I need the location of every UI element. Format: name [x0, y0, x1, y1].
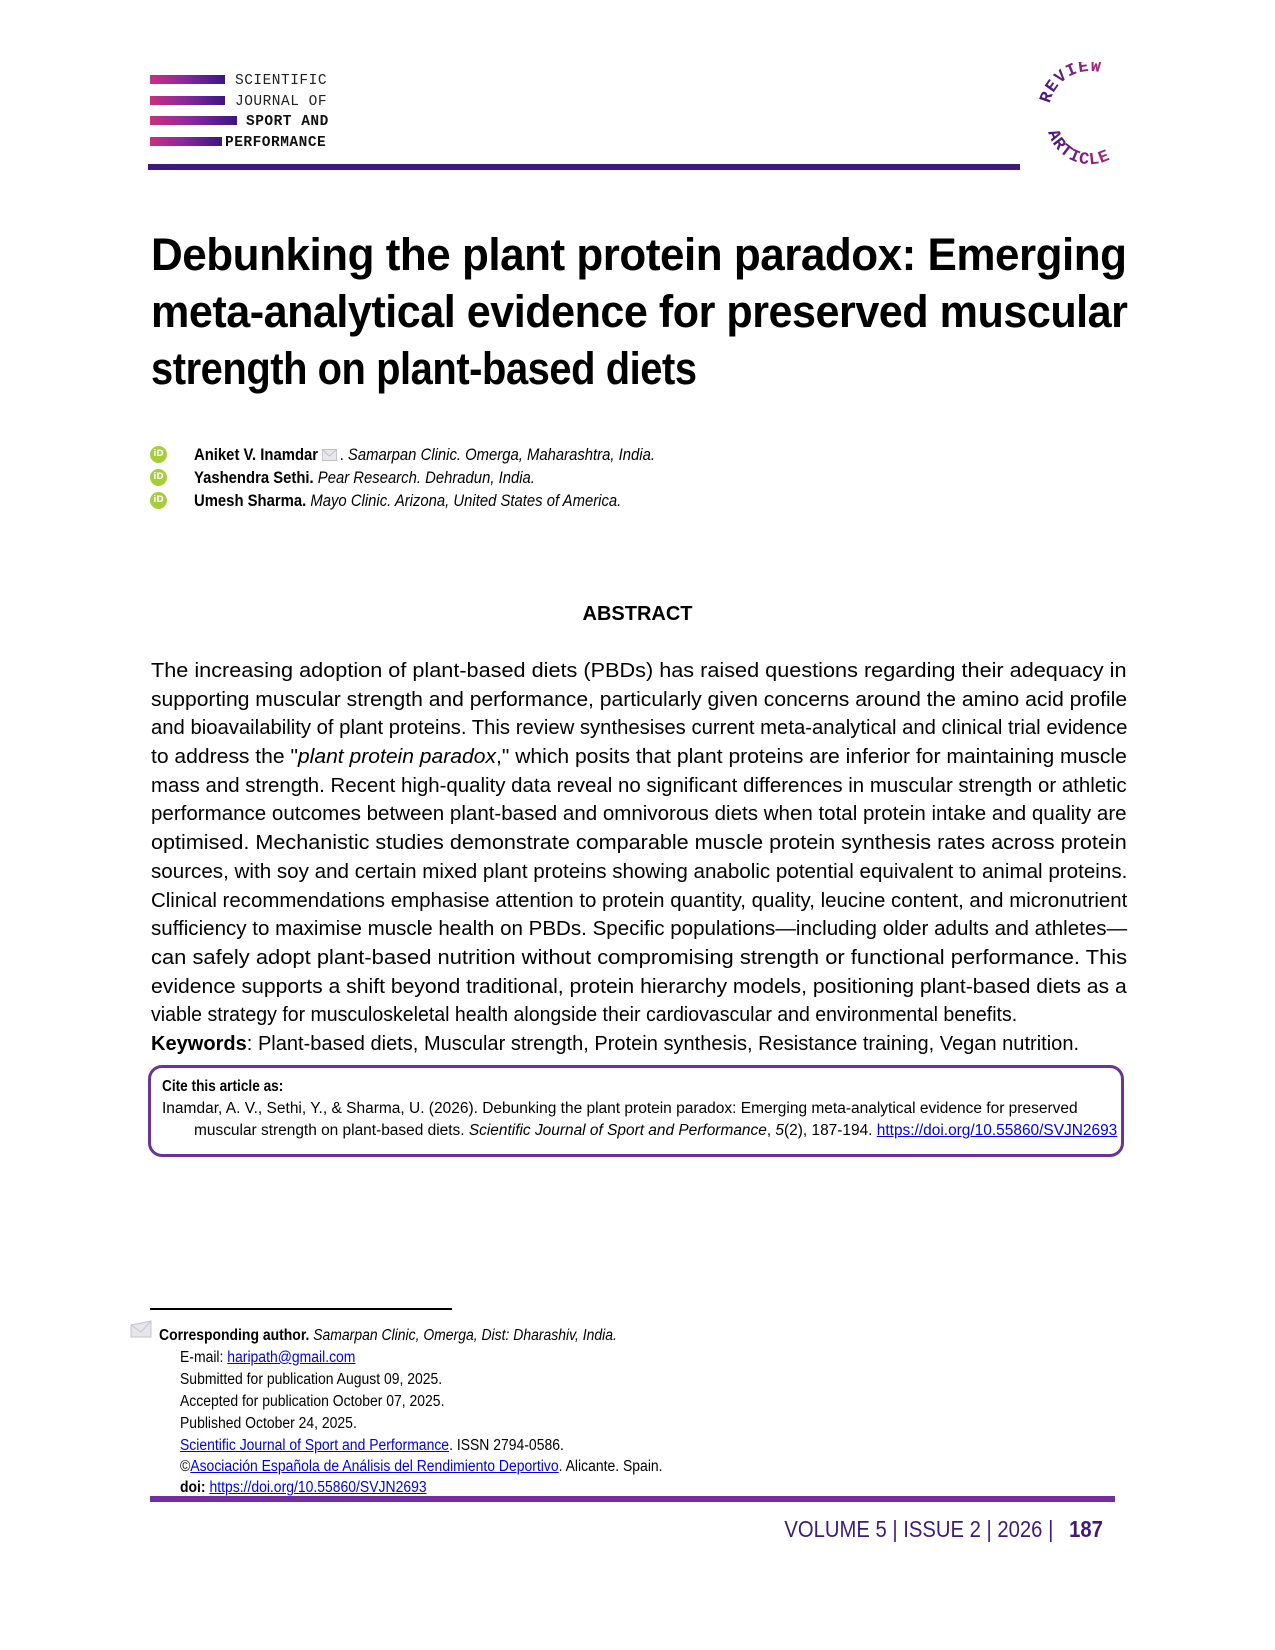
title-line-1: Debunking the plant protein paradox: Emerging [151, 229, 1127, 280]
mail-icon [130, 1320, 152, 1338]
abstract-line: and bioavailability of plant proteins. This review synthesises current meta-analytical and clinical trial evidence [151, 717, 1128, 740]
published-date: Published October 24, 2025. [180, 1415, 357, 1432]
accepted-date: Accepted for publication October 07, 2025. [180, 1393, 445, 1410]
logo-bar [150, 75, 225, 84]
abstract-line: Clinical recommendations emphasise attention to protein quantity, quality, leucine content, and micronutrient [151, 889, 1128, 912]
submitted-date: Submitted for publication August 09, 2025. [180, 1371, 443, 1388]
logo-text-line-1: SCIENTIFIC [235, 73, 328, 89]
footnote-rule [150, 1308, 452, 1310]
title-line-3: strength on plant-based diets [151, 343, 697, 394]
corresponding-author: Corresponding author. Samarpan Clinic, Omerga, Dist: Dharashiv, India. [159, 1327, 617, 1344]
svg-text:ARTICLE: ARTICLE [1042, 127, 1114, 171]
abstract-line: to address the "plant protein paradox," which posits that plant proteins are inferior for maintaining muscle [151, 746, 1127, 769]
citation-heading: Cite this article as: [162, 1078, 284, 1095]
author-affiliation: Pear Research. Dehradun, India. [317, 469, 535, 487]
publisher-line: ©Asociación Española de Análisis del Rendimiento Deportivo. Alicante. Spain. [180, 1458, 663, 1475]
abstract-line: The increasing adoption of plant-based diets (PBDs) has raised questions regarding their adequacy in [151, 660, 1127, 682]
logo-text-line-3: SPORT AND [246, 114, 329, 130]
abstract-line: can safely adopt plant-based nutrition without compromising strength or functional performance. This [151, 946, 1128, 969]
article-title [151, 226, 1127, 397]
citation-volume: 5 [775, 1122, 785, 1139]
page-footer [784, 1514, 1103, 1544]
author-affiliation: Mayo Clinic. Arizona, United States of America. [310, 492, 622, 510]
logo-bar [150, 116, 237, 125]
orcid-icon[interactable]: iD [150, 469, 167, 486]
author-name: Umesh Sharma. [194, 492, 307, 510]
review-article-badge [1035, 62, 1145, 172]
author-separator: . [339, 446, 348, 464]
abstract-line: sufficiency to maximise muscle health on PBDs. Specific populations—including older adults and athletes— [151, 918, 1128, 941]
abstract-line: mass and strength. Recent high-quality data reveal no significant differences in muscular strength or athletic [151, 774, 1127, 797]
journal-link[interactable]: Scientific Journal of Sport and Performance [180, 1437, 450, 1454]
logo-text-line-4: PERFORMANCE [225, 135, 327, 151]
doi-link[interactable]: https://doi.org/10.55860/SVJN2693 [209, 1479, 427, 1496]
citation-line-1: Inamdar, A. V., Sethi, Y., & Sharma, U. (2026). Debunking the plant protein paradox: Emerging meta-analytical evidence for preserved [162, 1100, 1078, 1117]
email-line: E-mail: haripath@gmail.com [180, 1349, 356, 1366]
abstract-line: viable strategy for musculoskeletal health alongside their cardiovascular and environmental benefits. [151, 1004, 1018, 1027]
orcid-icon[interactable]: iD [150, 446, 167, 463]
review-article-badge-icon [1035, 62, 1145, 172]
author-name: Yashendra Sethi. [194, 469, 314, 487]
abstract-body [151, 657, 1127, 1059]
abstract-heading: ABSTRACT [582, 603, 693, 625]
title-line-2: meta-analytical evidence for preserved muscular [151, 286, 1128, 337]
keywords-line [151, 1030, 1127, 1059]
logo-text-line-2: JOURNAL OF [235, 94, 328, 110]
citation-doi-link[interactable]: https://doi.org/10.55860/SVJN2693 [876, 1122, 1118, 1139]
doi-line: doi: https://doi.org/10.55860/SVJN2693 [180, 1479, 427, 1496]
citation-line-2: muscular strength on plant-based diets. Scientific Journal of Sport and Performance, 5(2), 187-194. https://doi.org/10.55860/SVJN2693 [194, 1122, 1118, 1139]
abstract-line: sources, with soy and certain mixed plant proteins showing anabolic potential equivalent to animal proteins. [151, 860, 1128, 883]
logo-bar [150, 96, 225, 105]
header-rule [148, 164, 1020, 170]
orcid-icon[interactable]: iD [150, 492, 167, 509]
footer-rule [150, 1496, 1115, 1502]
keywords-label: Keywords [151, 1032, 247, 1055]
emphasis-plant-protein-paradox: plant protein paradox [297, 746, 497, 769]
page-number: 187 [1069, 1516, 1103, 1542]
email-link[interactable]: haripath@gmail.com [227, 1349, 356, 1366]
abstract-line: optimised. Mechanistic studies demonstrate comparable muscle protein synthesis rates across protein [151, 832, 1127, 855]
abstract-line: evidence supports a shift beyond traditional, protein hierarchy models, positioning plant-based diets as a [151, 975, 1127, 998]
journal-issn-line: Scientific Journal of Sport and Performance. ISSN 2794-0586. [180, 1437, 564, 1454]
author-affiliation: Samarpan Clinic. Omerga, Maharashtra, India. [347, 446, 655, 464]
svg-text:REVIEW: REVIEW [1037, 62, 1103, 106]
citation-box [148, 1065, 1124, 1157]
abstract-line: supporting muscular strength and performance, particularly given concerns around the amino acid profile [151, 688, 1128, 711]
volume-issue-year: VOLUME 5 | ISSUE 2 | 2026 | [784, 1516, 1054, 1542]
abstract-line: performance outcomes between plant-based and omnivorous diets when total protein intake and quality are [151, 803, 1127, 826]
citation-journal: Scientific Journal of Sport and Performance [468, 1122, 767, 1139]
publisher-link[interactable]: Asociación Española de Análisis del Rendimiento Deportivo [190, 1458, 559, 1475]
mail-icon[interactable] [322, 449, 337, 461]
keywords-text: : Plant-based diets, Muscular strength, Protein synthesis, Resistance training, Vegan nutrition. [246, 1032, 1080, 1055]
author-name: Aniket V. Inamdar [194, 446, 319, 464]
logo-bar [150, 137, 222, 146]
